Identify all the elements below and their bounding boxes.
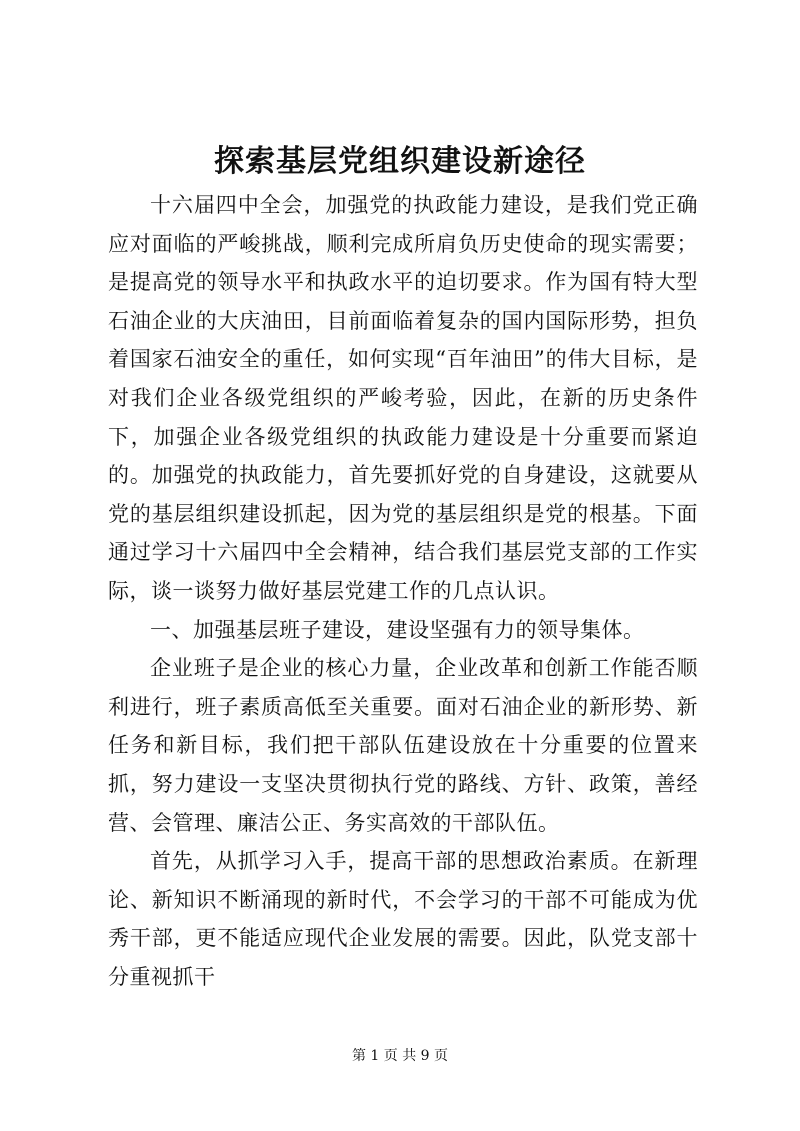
paragraph: 首先，从抓学习入手，提高干部的思想政治素质。在新理论、新知识不断涌现的新时代，不会学习的干部不可能成为优秀干部，更不能适应现代企业发展的需要。因此，队党支部十分重视抓干 [108,849,698,989]
paragraph: 十六届四中全会，加强党的执政能力建设，是我们党正确应对面临的严峻挑战，顺利完成所肩负历史使命的现实需要；是提高党的领导水平和执政水平的迫切要求。作为国有特大型石油企业的大庆油田，目前面临着复杂的国内国际形势，担负着国家石油安全的重任，如何实现“百年油田”的伟大目标，是对我们企业各级党组织的严峻考验，因此，在新的历史条件下，加强企业各级党组织的执政能力建设是十分重要而紧迫的。加强党的执政能力，首先要抓好党的自身建设，这就要从党的基层组织建设抓起，因为党的基层组织是党的根基。下面通过学习十六届四中全会精神，结合我们基层党支部的工作实际，谈一谈努力做好基层党建工作的几点认识。 [108,193,698,603]
document-title: 探索基层党组织建设新途径 [214,144,586,179]
document-body [108,186,698,996]
page-footer: 第 1 页 共 9 页 [351,1048,449,1064]
paragraph: 企业班子是企业的核心力量，企业改革和创新工作能否顺利进行，班子素质高低至关重要。面对石油企业的新形势、新任务和新目标，我们把干部队伍建设放在十分重要的位置来抓，努力建设一支坚决贯彻执行党的路线、方针、政策，善经营、会管理、廉洁公正、务实高效的干部队伍。 [108,656,698,835]
section-heading: 一、加强基层班子建设，建设坚强有力的领导集体。 [150,617,645,642]
